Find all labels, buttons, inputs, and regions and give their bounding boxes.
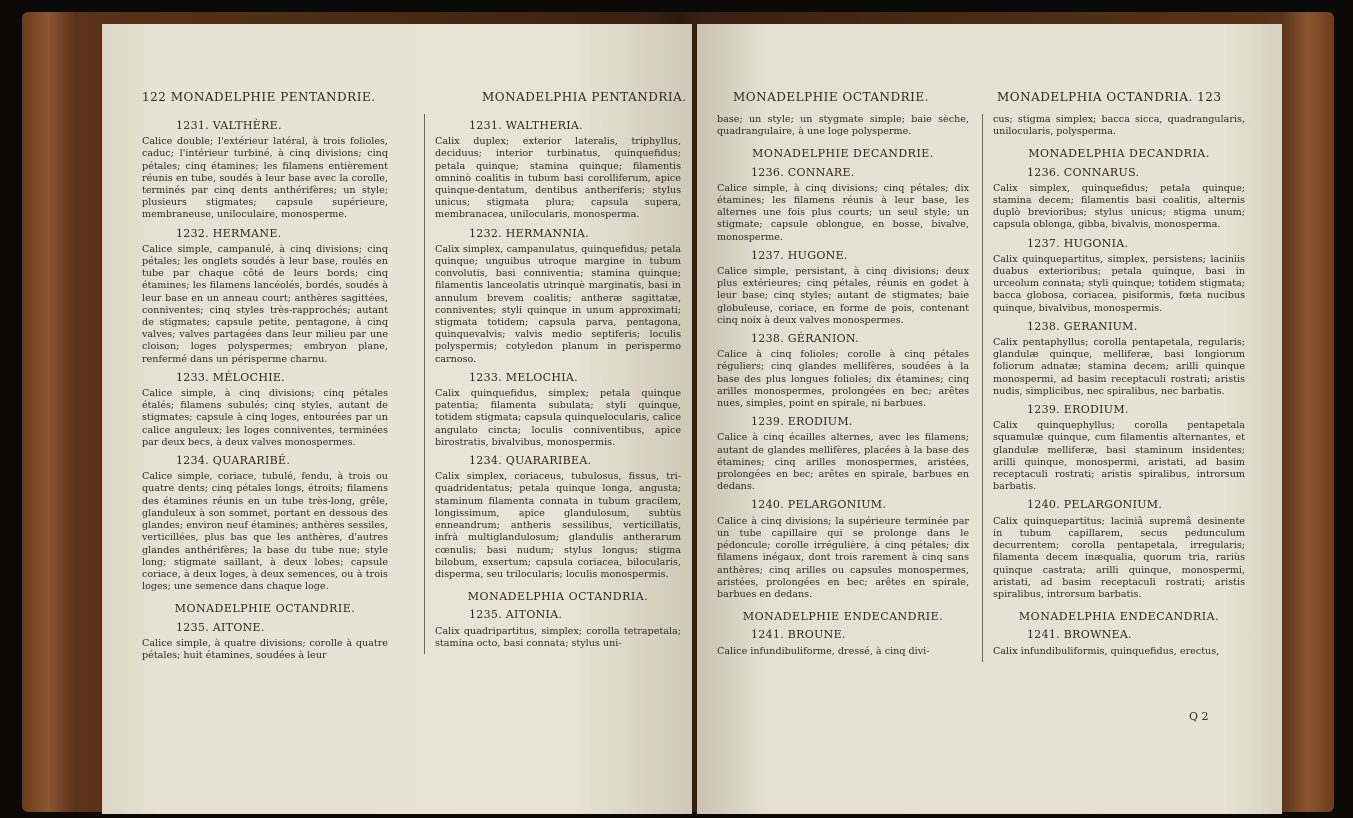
entry-text: Calix simplex, campanulatus, quinquefidus; petala quinque; unguibus utroque margine in tubum convolutis, basi conniventia; stamina quinque; filamentis lanceolatis utrinquè marginatis, basi in annulum brevem coalitis; antheræ sagittatæ, conniventes; styli quinque in unum approximati; stigmata totidem; capsula parva, pentagona, quinquevalvis; valvis medio septiferis; loculis polyspermis; cotyledon planum in perispermo carnoso. (435, 243, 681, 365)
entry-text: Calix duplex; exterior lateralis, triphyllus, deciduus; interior turbinatus, quinquefidus; petala quinque; stamina quinque; filamentis omninò coalitis in tubum basi corolliferum, apice quinque-dentatum, dentibus antheriferis; stylus unicus; stigmata plura; capsula supera, membranacea, unilocularis, monosperma. (435, 136, 681, 221)
column-latin-right (982, 114, 1245, 662)
entry-title: 1238. GÉRANION. (751, 332, 859, 346)
entry-text: Calice simple, à cinq divisions; cinq pétales; dix étamines; les filamens réunis à leur base, les alternes une fois plus courts; un seul style; un stigmate; capsule oblongue, en bosse, bivalve, monosperme. (717, 182, 969, 243)
entry-text: Calix simplex, quinquefidus; petala quinque; stamina decem; filamentis basi coalitis, alternis duplò brevioribus; stylus unicus; stigma unum; capsula oblonga, gibba, bivalvis, monosperma. (993, 182, 1245, 231)
entry-text: Calice à cinq divisions; la supérieure terminée par un tube capillaire qui se prolonge dans le pédoncule; corolle irrégulière, à cinq pétales; dix filamens inégaux, dont trois rarement à cinq sans anthères; cinq arilles ou capsules monospermes, aristées, prolongées en bec; arêtes en spirale, barbues en dedans. (717, 515, 969, 600)
entry-title: 1231. VALTHÈRE. (176, 119, 282, 132)
entry-text: Calix infundibuliformis, quinquefidus, erectus, (993, 645, 1220, 657)
entry-text: Calice simple, campanulé, à cinq divisions; cinq pétales; les onglets soudés à leur base, roulés en tube par chaque côté de leurs bords; cinq étamines; les filamens lancéolés, bordés, soudés à leur base en un anneau court; anthères sagittées, conniventes; cinq styles très-rapprochés; autant de stigmates; capsule petite, pentagone, à cinq valves; valves partagées dans leur milieu par une cloison; loges polyspermes; embryon plane, renfermé dans un périsperme charnu. (142, 243, 388, 365)
entry-text: Calix quinquepartitus, simplex, persistens; laciniis duabus exterioribus; petala quinque, basi in urceolum connata; styli quinque; totidem stigmata; bacca globosa, coriacea, pisiformis, fœta nucibus quinque, bivalvibus, monospermis. (993, 253, 1245, 314)
open-book (22, 12, 1334, 812)
entry-text: Calix quinquefidus, simplex; petala quinque patentia; filamenta subulata; styli quinque, totidem stigmata; capsula quinquelocularis, calice angulato cincta; loculis conniventibus, apice birostratis, bivalvibus, monospermis. (435, 388, 681, 448)
column-french-left (142, 114, 388, 666)
entry-title: 1232. HERMANE. (176, 226, 282, 240)
entry-text: base; un style; un stygmate simple; baie sèche, quadrangulaire, à une loge polysperme. (717, 114, 969, 138)
column-french-right (717, 114, 969, 662)
section-heading: MONADELPHIA OCTANDRIA. (467, 590, 649, 604)
section-heading: MONADELPHIA ENDECANDRIA. (1018, 610, 1220, 624)
entry-text: Calice simple, coriace, tubulé, fendu, à trois ou quatre dents; cinq pétales longs, étroits; filamens des étamines réunis en un tube très-long, grêle, glanduleux à son sommet, portant en dessous des glandes; environ neuf étamines; anthères sessiles, verticillées, plus bas que les anthères, d'autres glandes anthérifères; la base du tube nue; style long; stigmate saillant, à deux lobes; capsule coriace, à deux loges, à deux semences, ou à trois loges; une semence dans chaque loge. (142, 471, 388, 593)
entry-title: 1241. BROWNEA. (1027, 628, 1132, 642)
entry-text: Calice simple, à cinq divisions; cinq pétales étalés; filamens subulés; cinq styles, autant de stigmates; capsule à cinq loges, entourées par un calice anguleux; les loges conniventes, terminées par deux becs, à deux valves monospermes. (142, 388, 388, 448)
entry-text: Calice simple, persistant, à cinq divisions; deux plus extérieures; cinq pétales, réunis en godet à leur base; cinq styles; autant de stigmates; baie globuleuse, coriace, en forme de pois, contenant cinq noix à deux valves monospermes. (717, 266, 969, 326)
section-heading: MONADELPHIE ENDECANDRIE. (742, 610, 944, 624)
entry-title: 1240. PELARGONIUM. (1027, 498, 1163, 512)
entry-text: Calix simplex, coriaceus, tubulosus, fissus, tri-quadridentatus; petala quinque longa, angusta; staminum filamenta connata in tubum gracilem, longissimum, apice glandulosum, subtùs enneandrum; antheris sessilibus, verticillatis, infrà multiglandulosum; glandulis antherarum cœnulis; basi nudum; stylus longus; stigma bilobum, exsertum; capsula coriacea, bilocularis, disperma, seu trilocularis; loculis monospermis. (435, 471, 681, 580)
entry-title: 1237. HUGONIA. (1027, 236, 1129, 250)
signature-mark: Q 2 (1189, 710, 1209, 723)
running-head-left: 122 MONADELPHIE PENTANDRIE. (142, 90, 376, 104)
entry-title: 1234. QUARARIBEA. (469, 454, 592, 468)
entry-text: cus; stigma simplex; bacca sicca, quadrangularis, unilocularis, polysperma. (993, 114, 1245, 138)
right-page (697, 24, 1282, 814)
running-head-left: MONADELPHIE OCTANDRIE. (733, 90, 929, 104)
entry-title: 1240. PELARGONIUM. (751, 498, 887, 512)
entry-text: Calix quinquephyllus; corolla pentapetala squamulæ quinque, cum filamentis alternantes, et glandulæ melliferæ, basi staminum insidentes; arilli quinque, monospermi, aristati, ad basim receptaculi rostrati; aristis spiralibus, introrsum barbatis. (993, 420, 1245, 493)
entry-title: 1241. BROUNE. (751, 628, 846, 642)
entry-title: 1233. MELOCHIA. (469, 370, 578, 384)
entry-title: 1236. CONNARE. (751, 165, 855, 179)
entry-title: 1236. CONNARUS. (1027, 165, 1140, 179)
entry-title: 1235. AITONE. (176, 620, 265, 634)
entry-text: Calice à cinq écailles alternes, avec les filamens; autant de glandes mellifères, placées à la base des étamines; cinq arilles monospermes, aristées, prolongées en bec; arêtes en spirale, barbues en dedans. (717, 432, 969, 493)
running-head-right: MONADELPHIA PENTANDRIA. (482, 90, 687, 104)
entry-title: 1237. HUGONE. (751, 248, 848, 262)
entry-title: 1233. MÉLOCHIE. (176, 370, 285, 384)
section-heading: MONADELPHIE DECANDRIE. (752, 147, 934, 161)
entry-text: Calice simple, à quatre divisions; corolle à quatre pétales; huit étamines, soudées à leur (142, 637, 388, 661)
entry-title: 1234. QUARARIBÉ. (176, 454, 291, 468)
entry-text: Calix quinquepartitus; laciniâ supremâ desinente in tubum capillarem, secus pedunculum decurrentem; corolla pentapetala, irregularis; filamenta decem inæqualia, quorum tria, rariùs quinque castrata; arilli quinque, monospermi, aristati, ad basim receptaculi rostrati; aristis spiralibus, introrsum barbatis. (993, 515, 1245, 600)
entry-title: 1232. HERMANNIA. (469, 226, 589, 240)
running-head-right: MONADELPHIA OCTANDRIA. 123 (997, 90, 1222, 104)
left-page (102, 24, 692, 814)
entry-text: Calice infundibuliforme, dressé, à cinq divi- (717, 645, 930, 657)
column-latin-left (424, 114, 681, 654)
entry-text: Calice double; l'extérieur latéral, à trois folioles, caduc; l'intérieur turbiné, à cinq divisions; cinq pétales; cinq étamines; les filamens entièrement réunis en tube, soudés à leur base avec la corolle, terminés par cinq dents anthérifères; un style; plusieurs stigmates; capsule supérieure, membraneuse, uniloculaire, monosperme. (142, 136, 388, 221)
entry-title: 1239. ERODIUM. (751, 415, 853, 429)
entry-title: 1231. WALTHERIA. (469, 119, 583, 132)
entry-text: Calix pentaphyllus; corolla pentapetala, regularis; glandulæ quinque, melliferæ, basi longiorum foliorum adnatæ; stamina decem; arilli quinque monospermi, ad basim receptaculi rostrati; aristis nudis, simplicibus, nec spiralibus, nec barbatis. (993, 337, 1245, 397)
section-heading: MONADELPHIE OCTANDRIE. (174, 602, 356, 616)
entry-text: Calice à cinq folioles; corolle à cinq pétales réguliers; cinq glandes mellifères, soudées à la base des plus longues folioles; dix étamines; cinq arilles monospermes, prolongées en bec; arêtes nues, simples, point en spirale, ni barbues. (717, 349, 969, 410)
entry-text: Calix quadripartitus, simplex; corolla tetrapetala; stamina octo, basi connata; stylus uni- (435, 625, 681, 649)
entry-title: 1238. GERANIUM. (1027, 319, 1138, 333)
entry-title: 1235. AITONIA. (469, 608, 563, 622)
section-heading: MONADELPHIA DECANDRIA. (1028, 147, 1210, 161)
entry-title: 1239. ERODIUM. (1027, 403, 1129, 417)
